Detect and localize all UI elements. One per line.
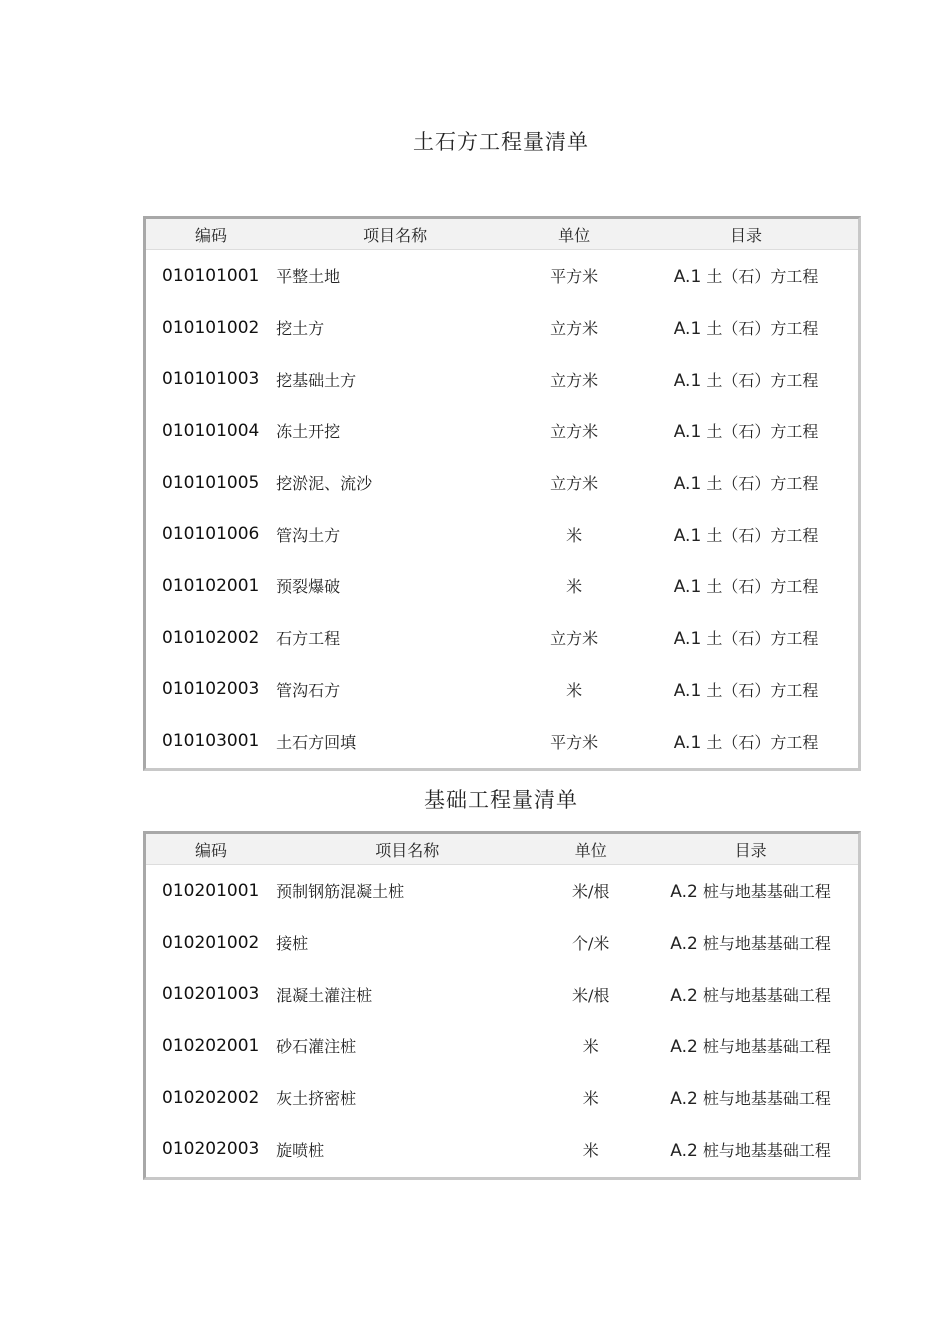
item-code: 010201003 — [162, 984, 260, 1005]
item-name: 预制钢筋混凝土桩 — [276, 882, 405, 902]
table-row — [146, 664, 858, 716]
earthwork-table — [143, 216, 861, 771]
item-code: 010102003 — [162, 679, 260, 700]
item-catalog — [634, 664, 858, 716]
catalog-prefix: A.1 — [673, 525, 702, 546]
catalog-prefix: A.1 — [673, 267, 702, 288]
item-name: 冻土开挖 — [276, 422, 341, 442]
catalog-text: 土（石）方工程 — [701, 577, 819, 597]
item-catalog — [634, 560, 858, 612]
item-unit: 米 — [582, 1140, 599, 1160]
item-name: 平整土地 — [276, 267, 341, 287]
catalog-text: 桩与地基基础工程 — [697, 1089, 831, 1109]
item-catalog — [634, 508, 858, 560]
header-item-name: 项目名称 — [276, 219, 514, 250]
item-unit: 平方米 — [550, 732, 599, 752]
item-unit: 立方米 — [550, 422, 599, 442]
item-unit: 立方米 — [550, 319, 599, 339]
catalog-prefix: A.1 — [673, 474, 702, 495]
table-row — [146, 968, 858, 1020]
catalog-text: 桩与地基基础工程 — [697, 1037, 831, 1057]
item-code: 010201002 — [162, 932, 260, 953]
item-catalog — [634, 715, 858, 767]
item-unit: 立方米 — [550, 629, 599, 649]
item-unit: 平方米 — [550, 267, 599, 287]
item-code: 010101005 — [162, 472, 260, 493]
table-row — [146, 457, 858, 509]
table-row — [146, 302, 858, 354]
item-name: 管沟石方 — [276, 680, 341, 700]
foundation-table — [143, 831, 861, 1180]
item-catalog — [643, 917, 858, 969]
header-catalog: 目录 — [643, 834, 858, 865]
table-header-row — [146, 219, 858, 250]
catalog-prefix: A.2 — [670, 934, 698, 955]
item-name: 灰土挤密桩 — [276, 1089, 357, 1109]
catalog-prefix: A.2 — [670, 882, 698, 903]
catalog-prefix: A.2 — [670, 985, 698, 1006]
catalog-text: 土（石）方工程 — [701, 629, 819, 649]
item-code: 010102002 — [162, 627, 260, 648]
item-name: 预裂爆破 — [276, 577, 341, 597]
item-name: 土石方回填 — [276, 732, 357, 752]
item-catalog — [643, 865, 858, 917]
catalog-prefix: A.2 — [670, 1089, 698, 1110]
table-row — [146, 917, 858, 969]
catalog-text: 土（石）方工程 — [701, 525, 819, 545]
header-item-name: 项目名称 — [276, 834, 538, 865]
item-catalog — [634, 405, 858, 457]
table-row — [146, 1123, 858, 1175]
item-code: 010101001 — [162, 265, 260, 286]
item-name: 旋喷桩 — [276, 1140, 325, 1160]
item-code: 010101003 — [162, 369, 260, 390]
catalog-prefix: A.2 — [670, 1140, 698, 1161]
item-code: 010202002 — [162, 1087, 260, 1108]
catalog-prefix: A.1 — [673, 319, 702, 340]
item-name: 混凝土灌注桩 — [276, 985, 373, 1005]
item-unit: 米 — [582, 1089, 599, 1109]
table-row — [146, 405, 858, 457]
catalog-prefix: A.1 — [673, 629, 702, 650]
item-catalog — [643, 1123, 858, 1175]
item-unit: 米 — [566, 680, 583, 700]
section-title-earthwork: 土石方工程量清单 — [413, 130, 589, 154]
item-name: 挖淤泥、流沙 — [276, 474, 373, 494]
catalog-prefix: A.1 — [673, 370, 702, 391]
catalog-text: 桩与地基基础工程 — [697, 985, 831, 1005]
catalog-prefix: A.1 — [673, 680, 702, 701]
header-code: 编码 — [146, 219, 276, 250]
table-row — [146, 353, 858, 405]
item-code: 010101004 — [162, 420, 260, 441]
catalog-text: 土（石）方工程 — [701, 422, 819, 442]
item-code: 010101002 — [162, 317, 260, 338]
item-catalog — [634, 612, 858, 664]
item-name: 挖土方 — [276, 319, 325, 339]
item-code: 010201001 — [162, 880, 260, 901]
catalog-text: 土（石）方工程 — [701, 474, 819, 494]
catalog-text: 土（石）方工程 — [701, 732, 819, 752]
item-name: 石方工程 — [276, 629, 341, 649]
table-row — [146, 1020, 858, 1072]
item-unit: 米 — [582, 1037, 599, 1057]
table-row — [146, 715, 858, 767]
catalog-text: 土（石）方工程 — [701, 370, 819, 390]
table-row — [146, 612, 858, 664]
table-row — [146, 865, 858, 917]
item-name: 接桩 — [276, 934, 309, 954]
item-catalog — [643, 968, 858, 1020]
item-unit: 米/根 — [572, 985, 610, 1005]
item-catalog — [634, 302, 858, 354]
item-code: 010202001 — [162, 1035, 260, 1056]
header-unit: 单位 — [514, 219, 634, 250]
catalog-prefix: A.1 — [673, 577, 702, 598]
table-row — [146, 1072, 858, 1124]
catalog-text: 桩与地基基础工程 — [697, 934, 831, 954]
catalog-text: 桩与地基基础工程 — [697, 882, 831, 902]
catalog-text: 土（石）方工程 — [701, 267, 819, 287]
catalog-text: 土（石）方工程 — [701, 680, 819, 700]
header-catalog: 目录 — [634, 219, 858, 250]
catalog-prefix: A.1 — [673, 422, 702, 443]
item-name: 挖基础土方 — [276, 370, 357, 390]
item-unit: 米 — [566, 525, 583, 545]
item-catalog — [643, 1020, 858, 1072]
section-title-foundation: 基础工程量清单 — [424, 788, 578, 812]
item-unit: 立方米 — [550, 474, 599, 494]
table-header-row — [146, 834, 858, 865]
table-row — [146, 250, 858, 302]
item-code: 010102001 — [162, 575, 260, 596]
item-name: 管沟土方 — [276, 525, 341, 545]
item-catalog — [634, 250, 858, 302]
table-row — [146, 560, 858, 612]
item-code: 010101006 — [162, 524, 260, 545]
item-unit: 立方米 — [550, 370, 599, 390]
item-unit: 米/根 — [572, 882, 610, 902]
item-code: 010103001 — [162, 731, 260, 752]
item-name: 砂石灌注桩 — [276, 1037, 357, 1057]
catalog-text: 土（石）方工程 — [701, 319, 819, 339]
table-row — [146, 508, 858, 560]
header-code: 编码 — [146, 834, 276, 865]
item-unit: 个/米 — [572, 934, 610, 954]
catalog-text: 桩与地基基础工程 — [697, 1140, 831, 1160]
catalog-prefix: A.2 — [670, 1037, 698, 1058]
item-code: 010202003 — [162, 1139, 260, 1160]
item-unit: 米 — [566, 577, 583, 597]
item-catalog — [643, 1072, 858, 1124]
catalog-prefix: A.1 — [673, 732, 702, 753]
item-catalog — [634, 457, 858, 509]
header-unit: 单位 — [538, 834, 643, 865]
item-catalog — [634, 353, 858, 405]
